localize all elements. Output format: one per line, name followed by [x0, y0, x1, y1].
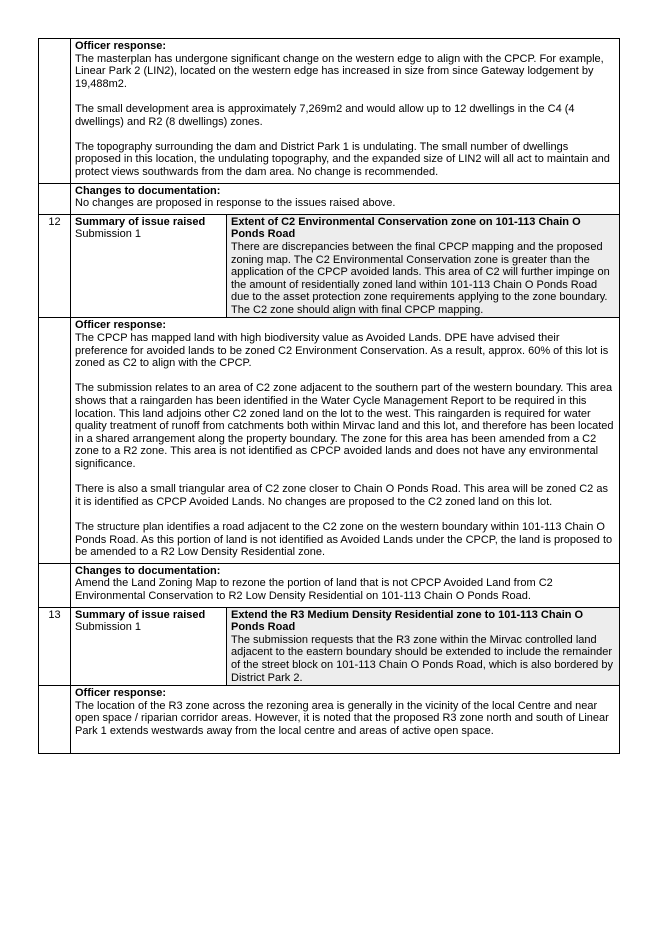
- officer-response-heading: Officer response:: [75, 687, 167, 700]
- changes-cell: [71, 563, 620, 607]
- item-number-cell: [39, 686, 71, 754]
- officer-response-paragraph: The small development area is approximately 7,269m2 and would allow up to 12 dwellings in the C4 (4 dwellings) and R2 (8 dwellings) zones.: [75, 102, 575, 128]
- officer-response-paragraph: The CPCP has mapped land with high biodiversity value as Avoided Lands. DPE have advised their preference for avoided lands to be zoned C2 Environment Conservation. As a result, approx. 60% of this lot is zoned as C2 to align with the CPCP.: [75, 332, 609, 370]
- summary-cell: [71, 214, 227, 318]
- submission-label: Submission 1: [75, 228, 142, 241]
- table-row: [39, 607, 620, 686]
- issue-cell: [227, 214, 620, 318]
- summary-heading: Summary of issue raised: [75, 608, 206, 621]
- officer-response-cell: [71, 686, 620, 754]
- table-row: [39, 39, 620, 184]
- issue-cell: [227, 607, 620, 686]
- issue-text: The submission requests that the R3 zone within the Mirvac controlled land adjacent to the eastern boundary should be extended to include the remainder of the street block on 101-113 Chain O Ponds Road, which is also bordered by District Park 2.: [231, 633, 613, 684]
- changes-cell: [71, 183, 620, 214]
- summary-heading: Summary of issue raised: [75, 215, 206, 228]
- table-row: [39, 686, 620, 754]
- table-row: [39, 563, 620, 607]
- item-number: 12: [39, 214, 71, 318]
- officer-response-paragraph: The structure plan identifies a road adjacent to the C2 zone on the western boundary within 101-113 Chain O Ponds Road. As this portion of land is not identified as Avoided Lands under the CPCP, the land is proposed to be amended to a R2 Low Density Residential zone.: [75, 520, 613, 559]
- changes-text: Amend the Land Zoning Map to rezone the portion of land that is not CPCP Avoided Land from C2 Environmental Conservation to R2 Low Density Residential on 101-113 Chain O Ponds Road.: [75, 577, 553, 602]
- officer-response-paragraph: The submission relates to an area of C2 zone adjacent to the southern part of the western boundary. This area shows that a raingarden has been identified in the Water Cycle Management Report to be required in this location. This land adjoins other C2 zoned land on the lot to the west. This raingarden is required for water quality treatment of runoff from catchments both within Mirvac land and this lot, and therefore has been located in a shared arrangement along the property boundary. The zone for this area has been amended from a C2 zone to a R2 zone. This area is not identified as CPCP avoided lands and does not have any environmental significance.: [75, 382, 614, 470]
- changes-heading: Changes to documentation:: [75, 184, 221, 197]
- officer-response-cell: [71, 318, 620, 563]
- officer-response-paragraph: The topography surrounding the dam and District Park 1 is undulating. The small number of dwellings proposed in this location, the undulating topography, and the expanded size of LIN2 will all act to maintain and protect views southwards from the dam area. No change is recommended.: [75, 140, 610, 178]
- summary-cell: [71, 607, 227, 686]
- changes-text: No changes are proposed in response to the issues raised above.: [75, 197, 396, 210]
- issue-text: There are discrepancies between the final CPCP mapping and the proposed zoning map. The C2 Environmental Conservation zone is greater than the application of the CPCP avoided lands. This area of C2 will further impinge on the amount of residentially zoned land within 101-113 Chain O Ponds Road due to the asset protection zone requirements applying to the zone boundary. The C2 zone should align with final CPCP mapping.: [231, 240, 610, 316]
- issue-title: Extent of C2 Environmental Conservation zone on 101-113 Chain O Ponds Road: [231, 215, 581, 241]
- issues-table: [38, 38, 620, 754]
- submission-label: Submission 1: [75, 621, 142, 634]
- item-number-cell: [39, 183, 71, 214]
- item-number-cell: [39, 39, 71, 184]
- item-number-cell: [39, 318, 71, 563]
- table-row: [39, 183, 620, 214]
- officer-response-paragraph: The masterplan has undergone significant change on the western edge to align with the CPCP. For example, Linear Park 2 (LIN2), located on the western edge has increased in size from since Gateway lodgement by 19,488m2.: [75, 52, 604, 90]
- table-row: [39, 318, 620, 563]
- item-number: 13: [39, 607, 71, 686]
- item-number-cell: [39, 563, 71, 607]
- issue-title: Extend the R3 Medium Density Residential zone to 101-113 Chain O Ponds Road: [231, 608, 584, 634]
- officer-response-paragraph: The location of the R3 zone across the rezoning area is generally in the vicinity of the local Centre and near open space / riparian corridor areas. However, it is noted that the proposed R3 zone north and south of Linear Park 1 extends westwards away from the local centre and areas of active open space.: [75, 699, 609, 737]
- changes-heading: Changes to documentation:: [75, 564, 221, 577]
- officer-response-paragraph: There is also a small triangular area of C2 zone closer to Chain O Ponds Road. This area will be zoned C2 as it is identified as CPCP Avoided Lands. No changes are proposed to the C2 zoned land on this lot.: [75, 483, 608, 508]
- officer-response-cell: [71, 39, 620, 184]
- table-row: [39, 214, 620, 318]
- officer-response-heading: Officer response:: [75, 40, 167, 52]
- officer-response-heading: Officer response:: [75, 319, 167, 332]
